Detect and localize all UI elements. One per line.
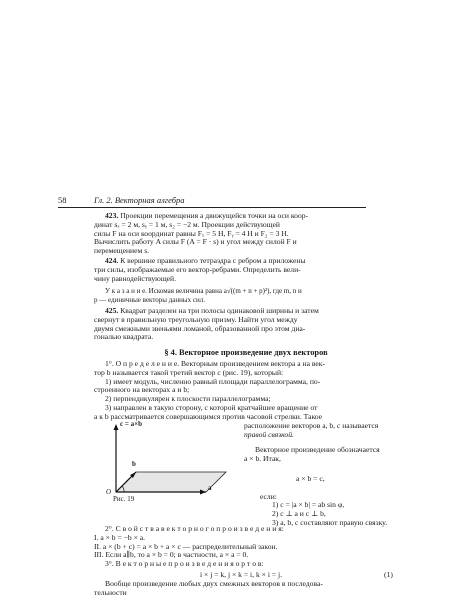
definition-text: правой связкой. [244,429,294,439]
definition-formula: a × b = c, [296,474,325,483]
problem-text: двумя смежными звеньями ломаной, образованной про этом диа- [94,323,306,333]
label-o: O [106,488,112,496]
condition-2: 2) c ⊥ a и c ⊥ b, [272,509,326,518]
condition-3: 3) a, b, c составляют правую связку. [272,518,388,527]
problem-text: Проекции перемещения a движущейся точки на оси коор- [120,211,309,220]
definition-text: строенного на векторах a и b; [94,385,190,395]
page-number: 58 [58,195,67,205]
problem-425 [94,307,398,342]
hint-text: p — единичные векторы данных сил. [94,295,205,304]
chapter-title: Гл. 2. Векторная алгебра [94,195,185,205]
properties-text: 3°. В е к т о р н ы е п р о и з в е д е н и я о р т о в: [105,559,264,569]
problem-number: 424. [105,256,119,265]
problem-text: динат sₓ = 2 м, sᵧ = 1 м, s₂ = −2 м. Проекции действующей [94,219,280,229]
properties-text: II. a × (b + c) = a × b + a × c — распределительный закон. [94,541,278,551]
problem-text: чину равнодействующей. [94,273,176,283]
section-title: § 4. Векторное произведение двух векторов [164,348,328,357]
hint [94,287,398,305]
right-column [244,446,398,464]
label-c: c = a×b [120,420,142,428]
definition [94,360,398,422]
properties [94,525,398,569]
problem-number: 425. [105,306,119,315]
cross-product-diagram [94,420,244,500]
right-text: a × b. Итак, [244,453,281,463]
closing-text: Вообще произведение любых двух смежных векторов в последова- [105,579,323,588]
label-a: a [208,484,212,492]
right-column-def [244,422,398,440]
closing-text: тельности [94,587,127,597]
definition-text: тор b называется такой третий вектор c (рис. 19), который: [94,367,284,377]
problem-text: Вычислить работу A силы F (A = F · s) и угол между силой F и [94,237,297,247]
definition-text: 1) имеет модуль, численно равный площади параллелограмма, по- [105,376,321,386]
right-text: Векторное произведение обозначается [255,445,380,454]
figure-caption: Рис. 19 [113,495,135,503]
definition-text: 3) направлен в такую сторону, с которой кратчайшее вращение от [105,402,318,412]
equation-number: (1) [384,570,393,579]
problem-text: гональю квадрата. [94,332,154,342]
hint-text: У к а з а н и е. Искомая величина равна a√((m + n + p)²), где m, n и [105,287,302,295]
condition-1: 1) c = |a × b| = ab sin φ, [272,500,345,509]
label-b: b [132,460,136,468]
problem-text: три силы, изображаемые его вектор-ребрами. Определить вели- [94,264,301,274]
properties-text: I. a × b = −b × a. [94,532,146,542]
definition-text: 1°. О п р е д е л е н и е. Векторным произведением вектора a на век- [105,359,326,368]
header-rule [58,207,366,208]
definition-text: 2) перпендикулярен к плоскости параллелограмма; [105,394,271,404]
running-header [58,195,366,209]
problem-text: К вершине правильного тетраэдра с ребром a приложены [120,256,306,265]
problem-text: свернут в правильную треугольную призму. Найти угол между [94,314,298,324]
problem-423 [94,212,398,256]
arrowhead-c [114,424,119,430]
properties-text: III. Если a∥b, то a × b = 0; в частности, a × a = 0. [94,550,249,560]
definition-text: a к b рассматривается совершающимся против часовой стрелки. Такое [94,411,323,421]
properties-text: 2°. С в о й с т в а в е к т о р н о г о п р о и з в е д е н и я: [105,524,284,533]
figure-19 [94,420,244,500]
problem-424 [94,257,398,283]
problem-text: Квадрат разделен на три полосы одинаковой ширины и затем [120,306,319,315]
problem-text: силы F на оси координат равны Fₓ = 5 Н, Fᵧ = 4 Н и F₂ = 3 Н. [94,228,289,238]
problem-number: 423. [105,211,119,220]
orts-formula: i × j = k, j × k = i, k × i = j. [200,570,283,579]
esli-label: если: [260,492,277,501]
definition-text: расположение векторов a, b, c называется [244,421,379,430]
problem-text: перемещением s. [94,246,150,256]
closing-paragraph [94,580,398,598]
